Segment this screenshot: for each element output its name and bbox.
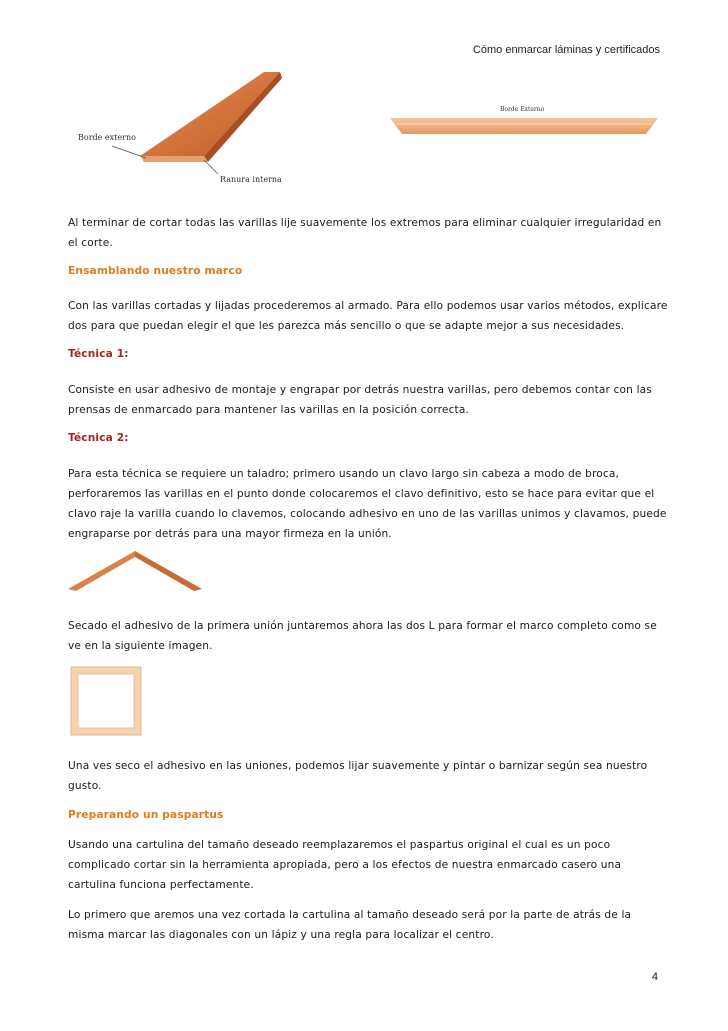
label-ranura-interna: Ranura interna bbox=[220, 175, 282, 184]
heading-tecnica-2: Técnica 2: bbox=[68, 432, 129, 444]
paragraph-armado: Con las varillas cortadas y lijadas procederemos al armado. Para ello podemos usar varios métodos, explicare dos para que puedan elegir el que les parezca más sencillo o que se adapte mejor a sus necesidades. bbox=[68, 300, 668, 332]
label-borde-externo-2: Borde Externo bbox=[500, 106, 545, 113]
complete-frame-figure bbox=[70, 666, 142, 736]
paragraph-secado: Secado el adhesivo de la primera unión juntaremos ahora las dos L para formar el marco completo como se ve en la siguiente imagen. bbox=[68, 620, 657, 652]
long-molding-figure bbox=[388, 98, 660, 140]
paragraph-lijado: Al terminar de cortar todas las varillas lije suavemente los extremos para eliminar cualquier irregularidad en el corte. bbox=[68, 217, 662, 249]
long-molding-body bbox=[390, 118, 658, 134]
paragraph-barnizar: Una ves seco el adhesivo en las uniones, podemos lijar suavemente y pintar o barnizar según sea nuestro gusto. bbox=[68, 760, 648, 792]
paragraph-diagonales: Lo primero que aremos una vez cortada la cartulina al tamaño deseado será por la parte de atrás de la misma marcar las diagonales con un lápiz y una regla para localizar el centro. bbox=[68, 909, 632, 941]
paragraph-tecnica-1: Consiste en usar adhesivo de montaje y engrapar por detrás nuestra varillas, pero debemos contar con las prensas de enmarcado para mantener las varillas en la posición correcta. bbox=[68, 384, 652, 416]
paragraph-tecnica-2: Para esta técnica se requiere un taladro; primero usando un clavo largo sin cabeza a modo de broca, perforaremos las varillas en el punto donde colocaremos el clavo definitivo, esto se hace para evitar que el clavo raje la varilla cuando lo clavemos, colocando adhesivo en uno de las varillas unimos y clavamos, puede engraparse por detrás para una mayor firmeza en la unión. bbox=[68, 468, 667, 540]
paragraph-cartulina: Usando una cartulina del tamaño deseado reemplazaremos el paspartus original el cual es un poco complicado cortar sin la herramienta apropiada, pero a los efectos de nuestra enmarcado casero una cartulina funciona perfectamente. bbox=[68, 839, 622, 891]
heading-tecnica-1: Técnica 1: bbox=[68, 348, 129, 360]
page-number: 4 bbox=[651, 971, 658, 983]
corner-left-rail bbox=[68, 551, 135, 591]
molding-end-face bbox=[140, 156, 208, 162]
corner-right-rail bbox=[135, 551, 202, 591]
heading-paspartus: Preparando un paspartus bbox=[68, 809, 224, 821]
running-header: Cómo enmarcar láminas y certificados bbox=[472, 44, 660, 56]
molding-profile-figure bbox=[68, 64, 308, 192]
label-borde-externo: Borde externo bbox=[78, 133, 136, 142]
frame-opening bbox=[78, 674, 134, 728]
heading-ensamblando: Ensamblando nuestro marco bbox=[68, 265, 243, 277]
molding-top-face bbox=[140, 72, 280, 156]
frame-corner-figure bbox=[68, 549, 202, 593]
